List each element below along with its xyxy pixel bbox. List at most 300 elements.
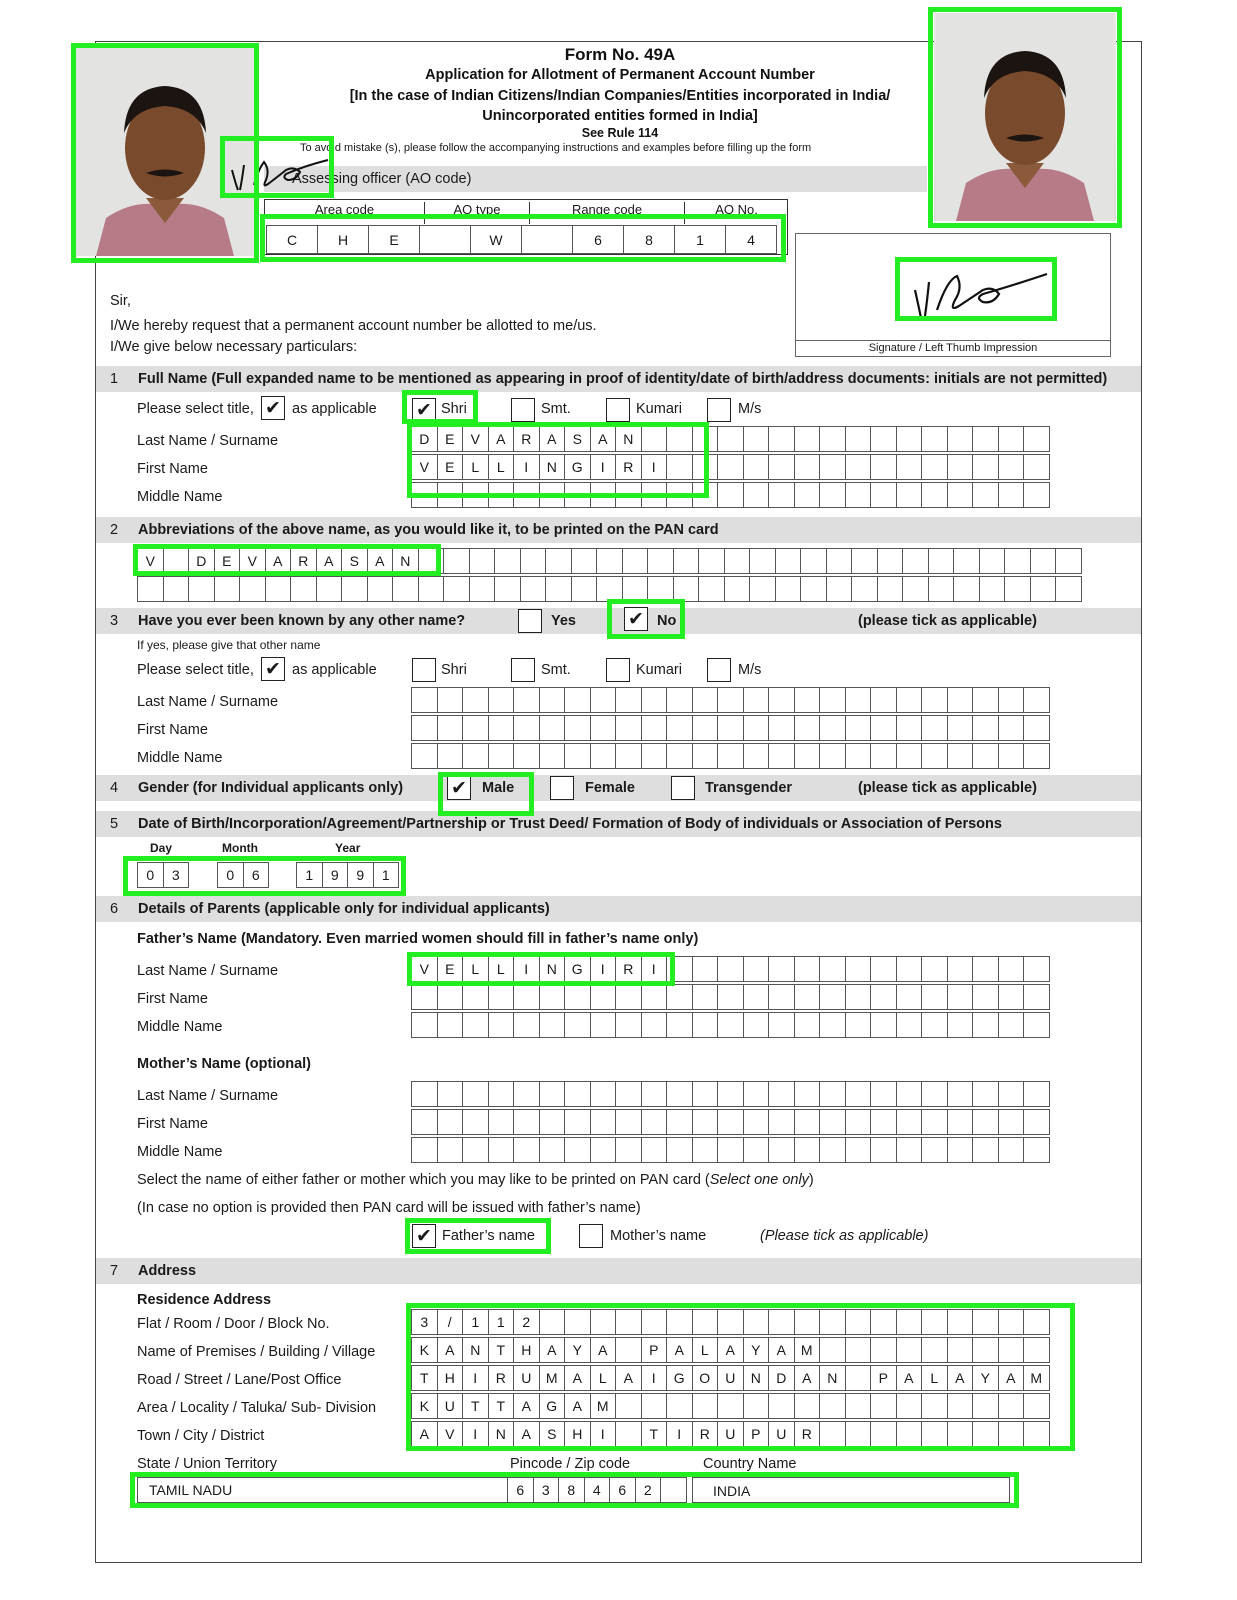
char-cell[interactable]: R	[290, 548, 317, 574]
char-cell[interactable]	[641, 1109, 668, 1135]
char-cell[interactable]	[698, 548, 725, 574]
other-title-kumari-checkbox[interactable]	[606, 658, 630, 682]
char-cell[interactable]	[462, 1081, 489, 1107]
char-cell[interactable]	[1023, 454, 1050, 480]
char-cell[interactable]	[469, 576, 496, 602]
char-cell[interactable]: G	[666, 1365, 693, 1391]
char-cell[interactable]	[717, 454, 744, 480]
char-cell[interactable]	[1023, 715, 1050, 741]
char-cell[interactable]	[845, 482, 872, 508]
char-cell[interactable]: O	[692, 1365, 719, 1391]
char-cell[interactable]: N	[819, 1365, 846, 1391]
char-cell[interactable]: A	[794, 1365, 821, 1391]
char-cell[interactable]	[870, 1137, 897, 1163]
char-cell[interactable]: M	[794, 1337, 821, 1363]
char-cell[interactable]	[163, 576, 190, 602]
char-cell[interactable]	[845, 426, 872, 452]
char-cell[interactable]	[947, 1012, 974, 1038]
char-cell[interactable]	[513, 687, 540, 713]
char-cell[interactable]	[564, 1137, 591, 1163]
char-cell[interactable]: A	[539, 426, 566, 452]
char-cell[interactable]	[717, 687, 744, 713]
char-cell[interactable]	[443, 576, 470, 602]
char-cell[interactable]	[488, 984, 515, 1010]
char-cell[interactable]	[1023, 1012, 1050, 1038]
char-cell[interactable]	[692, 743, 719, 769]
char-cell[interactable]: N	[539, 956, 566, 982]
char-cell[interactable]: H	[564, 1421, 591, 1447]
char-cell[interactable]	[488, 687, 515, 713]
print-mother-checkbox[interactable]	[579, 1224, 603, 1248]
char-cell[interactable]: G	[564, 956, 591, 982]
other-name-yes-checkbox[interactable]	[518, 609, 542, 633]
char-cell[interactable]	[896, 1109, 923, 1135]
char-cell[interactable]: A	[768, 1337, 795, 1363]
char-cell[interactable]	[564, 1012, 591, 1038]
father-first-name-grid[interactable]	[411, 984, 1049, 1010]
char-cell[interactable]: Y	[564, 1337, 591, 1363]
gender-female-checkbox[interactable]	[550, 776, 574, 800]
char-cell[interactable]	[539, 984, 566, 1010]
char-cell[interactable]: A	[265, 548, 292, 574]
char-cell[interactable]	[1030, 576, 1057, 602]
char-cell[interactable]	[520, 548, 547, 574]
char-cell[interactable]	[819, 1109, 846, 1135]
char-cell[interactable]	[972, 426, 999, 452]
ao-cell[interactable]: 4	[725, 225, 777, 254]
char-cell[interactable]: M	[1023, 1365, 1050, 1391]
char-cell[interactable]	[921, 687, 948, 713]
char-cell[interactable]	[972, 1137, 999, 1163]
char-cell[interactable]	[513, 1012, 540, 1038]
title-smt-checkbox[interactable]	[511, 398, 535, 422]
char-cell[interactable]	[1004, 576, 1031, 602]
char-cell[interactable]	[615, 743, 642, 769]
title-shri-checkbox[interactable]: ✔	[412, 398, 436, 422]
char-cell[interactable]	[717, 1012, 744, 1038]
char-cell[interactable]	[998, 454, 1025, 480]
char-cell[interactable]	[870, 426, 897, 452]
char-cell[interactable]	[768, 984, 795, 1010]
char-cell[interactable]: U	[717, 1421, 744, 1447]
char-cell[interactable]	[265, 576, 292, 602]
char-cell[interactable]	[743, 1081, 770, 1107]
char-cell[interactable]	[947, 426, 974, 452]
char-cell[interactable]	[947, 715, 974, 741]
char-cell[interactable]	[972, 1081, 999, 1107]
char-cell[interactable]	[819, 743, 846, 769]
char-cell[interactable]	[870, 687, 897, 713]
char-cell[interactable]	[845, 687, 872, 713]
char-cell[interactable]	[615, 715, 642, 741]
char-cell[interactable]: P	[743, 1421, 770, 1447]
char-cell[interactable]	[666, 984, 693, 1010]
ao-cell[interactable]: W	[470, 225, 522, 254]
char-cell[interactable]: H	[513, 1337, 540, 1363]
char-cell[interactable]	[462, 743, 489, 769]
char-cell[interactable]	[896, 1081, 923, 1107]
char-cell[interactable]: H	[437, 1365, 464, 1391]
char-cell[interactable]	[539, 743, 566, 769]
char-cell[interactable]	[494, 548, 521, 574]
char-cell[interactable]	[545, 576, 572, 602]
char-cell[interactable]: N	[392, 548, 419, 574]
char-cell[interactable]	[947, 454, 974, 480]
char-cell[interactable]	[768, 1137, 795, 1163]
char-cell[interactable]	[615, 1012, 642, 1038]
char-cell[interactable]	[443, 548, 470, 574]
char-cell[interactable]: T	[641, 1421, 668, 1447]
char-cell[interactable]	[998, 1012, 1025, 1038]
char-cell[interactable]: V	[137, 548, 164, 574]
char-cell[interactable]: I	[666, 1421, 693, 1447]
char-cell[interactable]: D	[188, 548, 215, 574]
gender-male-checkbox[interactable]: ✔	[447, 776, 471, 800]
char-cell[interactable]: 6	[609, 1477, 636, 1503]
char-cell[interactable]	[743, 687, 770, 713]
char-cell[interactable]	[717, 1081, 744, 1107]
char-cell[interactable]: A	[367, 548, 394, 574]
char-cell[interactable]	[845, 743, 872, 769]
char-cell[interactable]	[666, 1137, 693, 1163]
char-cell[interactable]	[1030, 548, 1057, 574]
char-cell[interactable]	[724, 548, 751, 574]
char-cell[interactable]	[239, 576, 266, 602]
char-cell[interactable]	[870, 482, 897, 508]
char-cell[interactable]	[921, 984, 948, 1010]
char-cell[interactable]	[666, 1081, 693, 1107]
char-cell[interactable]	[819, 1012, 846, 1038]
char-cell[interactable]	[826, 576, 853, 602]
char-cell[interactable]	[1023, 984, 1050, 1010]
char-cell[interactable]	[539, 1081, 566, 1107]
char-cell[interactable]: A	[513, 1393, 540, 1419]
char-cell[interactable]: I	[462, 1365, 489, 1391]
char-cell[interactable]: T	[488, 1393, 515, 1419]
char-cell[interactable]	[794, 482, 821, 508]
char-cell[interactable]	[590, 1109, 617, 1135]
char-cell[interactable]	[1055, 548, 1082, 574]
mother-first-name-grid[interactable]	[411, 1109, 1049, 1135]
char-cell[interactable]	[902, 548, 929, 574]
char-cell[interactable]: K	[411, 1337, 438, 1363]
char-cell[interactable]	[979, 548, 1006, 574]
char-cell[interactable]	[845, 984, 872, 1010]
char-cell[interactable]	[1023, 956, 1050, 982]
char-cell[interactable]	[896, 426, 923, 452]
char-cell[interactable]	[520, 576, 547, 602]
char-cell[interactable]: A	[615, 1365, 642, 1391]
char-cell[interactable]: 6	[243, 862, 270, 888]
char-cell[interactable]	[877, 548, 904, 574]
char-cell[interactable]: A	[666, 1337, 693, 1363]
char-cell[interactable]	[768, 1081, 795, 1107]
char-cell[interactable]: R	[615, 454, 642, 480]
char-cell[interactable]: 2	[513, 1309, 540, 1335]
char-cell[interactable]	[921, 426, 948, 452]
char-cell[interactable]	[794, 743, 821, 769]
char-cell[interactable]	[972, 743, 999, 769]
char-cell[interactable]	[488, 715, 515, 741]
char-cell[interactable]: V	[411, 454, 438, 480]
char-cell[interactable]	[137, 576, 164, 602]
char-cell[interactable]: L	[590, 1365, 617, 1391]
char-cell[interactable]	[188, 576, 215, 602]
char-cell[interactable]	[998, 984, 1025, 1010]
char-cell[interactable]	[692, 1109, 719, 1135]
char-cell[interactable]	[819, 426, 846, 452]
char-cell[interactable]: D	[411, 426, 438, 452]
char-cell[interactable]	[998, 743, 1025, 769]
char-cell[interactable]: R	[794, 1421, 821, 1447]
char-cell[interactable]	[768, 1109, 795, 1135]
char-cell[interactable]	[590, 715, 617, 741]
ao-cell[interactable]: 1	[674, 225, 726, 254]
char-cell[interactable]	[488, 743, 515, 769]
char-cell[interactable]: 1	[373, 862, 400, 888]
char-cell[interactable]	[418, 576, 445, 602]
char-cell[interactable]	[794, 1137, 821, 1163]
char-cell[interactable]	[437, 687, 464, 713]
char-cell[interactable]	[316, 576, 343, 602]
char-cell[interactable]	[488, 1109, 515, 1135]
char-cell[interactable]	[590, 687, 617, 713]
char-cell[interactable]	[794, 956, 821, 982]
char-cell[interactable]	[998, 715, 1025, 741]
char-cell[interactable]	[596, 548, 623, 574]
char-cell[interactable]	[590, 1012, 617, 1038]
char-cell[interactable]: N	[462, 1337, 489, 1363]
char-cell[interactable]	[972, 1109, 999, 1135]
char-cell[interactable]	[717, 984, 744, 1010]
char-cell[interactable]	[692, 984, 719, 1010]
char-cell[interactable]	[488, 1012, 515, 1038]
char-cell[interactable]	[768, 715, 795, 741]
char-cell[interactable]	[845, 1137, 872, 1163]
char-cell[interactable]: P	[641, 1337, 668, 1363]
char-cell[interactable]	[794, 1109, 821, 1135]
char-cell[interactable]: A	[539, 1337, 566, 1363]
char-cell[interactable]	[819, 454, 846, 480]
char-cell[interactable]	[743, 715, 770, 741]
char-cell[interactable]: I	[641, 956, 668, 982]
char-cell[interactable]	[564, 687, 591, 713]
char-cell[interactable]: 3	[163, 862, 190, 888]
other-title-shri-checkbox[interactable]	[412, 658, 436, 682]
gender-transgender-checkbox[interactable]	[671, 776, 695, 800]
char-cell[interactable]	[692, 1081, 719, 1107]
char-cell[interactable]: A	[411, 1421, 438, 1447]
char-cell[interactable]	[928, 548, 955, 574]
char-cell[interactable]: N	[615, 426, 642, 452]
char-cell[interactable]	[877, 576, 904, 602]
char-cell[interactable]: V	[437, 1421, 464, 1447]
char-cell[interactable]	[411, 1137, 438, 1163]
char-cell[interactable]	[717, 743, 744, 769]
char-cell[interactable]	[488, 1137, 515, 1163]
char-cell[interactable]	[622, 548, 649, 574]
char-cell[interactable]	[972, 984, 999, 1010]
char-cell[interactable]	[743, 956, 770, 982]
char-cell[interactable]	[998, 1081, 1025, 1107]
char-cell[interactable]	[564, 1081, 591, 1107]
char-cell[interactable]	[392, 576, 419, 602]
char-cell[interactable]	[794, 1012, 821, 1038]
char-cell[interactable]	[743, 1137, 770, 1163]
char-cell[interactable]: A	[998, 1365, 1025, 1391]
char-cell[interactable]: A	[316, 548, 343, 574]
char-cell[interactable]	[998, 956, 1025, 982]
char-cell[interactable]: L	[692, 1337, 719, 1363]
char-cell[interactable]	[513, 1081, 540, 1107]
char-cell[interactable]: E	[437, 454, 464, 480]
char-cell[interactable]: G	[564, 454, 591, 480]
char-cell[interactable]	[775, 576, 802, 602]
char-cell[interactable]: E	[437, 956, 464, 982]
char-cell[interactable]	[615, 984, 642, 1010]
char-cell[interactable]	[972, 687, 999, 713]
char-cell[interactable]	[800, 548, 827, 574]
char-cell[interactable]	[692, 956, 719, 982]
char-cell[interactable]	[743, 743, 770, 769]
char-cell[interactable]	[437, 1012, 464, 1038]
char-cell[interactable]	[870, 743, 897, 769]
char-cell[interactable]	[947, 1137, 974, 1163]
char-cell[interactable]	[411, 743, 438, 769]
char-cell[interactable]: A	[437, 1337, 464, 1363]
char-cell[interactable]	[692, 1012, 719, 1038]
char-cell[interactable]	[513, 1137, 540, 1163]
char-cell[interactable]: S	[341, 548, 368, 574]
char-cell[interactable]	[641, 1012, 668, 1038]
char-cell[interactable]	[571, 548, 598, 574]
char-cell[interactable]	[870, 1012, 897, 1038]
char-cell[interactable]	[845, 1012, 872, 1038]
char-cell[interactable]	[494, 576, 521, 602]
char-cell[interactable]	[921, 1081, 948, 1107]
ao-cell[interactable]: C	[266, 225, 318, 254]
char-cell[interactable]	[1055, 576, 1082, 602]
title-kumari-checkbox[interactable]	[606, 398, 630, 422]
char-cell[interactable]	[845, 1109, 872, 1135]
char-cell[interactable]: M	[590, 1393, 617, 1419]
char-cell[interactable]: I	[590, 1421, 617, 1447]
char-cell[interactable]: A	[564, 1365, 591, 1391]
char-cell[interactable]	[972, 482, 999, 508]
char-cell[interactable]: N	[488, 1421, 515, 1447]
char-cell[interactable]	[437, 743, 464, 769]
char-cell[interactable]	[819, 1081, 846, 1107]
mother-middle-name-grid[interactable]	[411, 1137, 1049, 1163]
char-cell[interactable]	[666, 1012, 693, 1038]
title-ms-checkbox[interactable]	[707, 398, 731, 422]
char-cell[interactable]: /	[437, 1309, 464, 1335]
char-cell[interactable]: 0	[217, 862, 244, 888]
char-cell[interactable]	[998, 1137, 1025, 1163]
char-cell[interactable]	[998, 1109, 1025, 1135]
char-cell[interactable]: U	[437, 1393, 464, 1419]
char-cell[interactable]	[896, 956, 923, 982]
char-cell[interactable]	[411, 1081, 438, 1107]
char-cell[interactable]	[564, 1109, 591, 1135]
char-cell[interactable]: L	[921, 1365, 948, 1391]
char-cell[interactable]: Y	[743, 1337, 770, 1363]
char-cell[interactable]	[819, 984, 846, 1010]
char-cell[interactable]: I	[513, 956, 540, 982]
char-cell[interactable]: I	[462, 1421, 489, 1447]
char-cell[interactable]: A	[717, 1337, 744, 1363]
char-cell[interactable]	[743, 482, 770, 508]
char-cell[interactable]	[1023, 482, 1050, 508]
char-cell[interactable]	[851, 576, 878, 602]
char-cell[interactable]	[717, 426, 744, 452]
char-cell[interactable]: R	[692, 1421, 719, 1447]
char-cell[interactable]	[513, 743, 540, 769]
char-cell[interactable]	[1004, 548, 1031, 574]
char-cell[interactable]: 1	[488, 1309, 515, 1335]
char-cell[interactable]: G	[539, 1393, 566, 1419]
char-cell[interactable]: R	[488, 1365, 515, 1391]
char-cell[interactable]	[921, 1109, 948, 1135]
char-cell[interactable]	[673, 548, 700, 574]
char-cell[interactable]	[488, 1081, 515, 1107]
char-cell[interactable]	[768, 956, 795, 982]
char-cell[interactable]	[870, 715, 897, 741]
char-cell[interactable]: A	[947, 1365, 974, 1391]
char-cell[interactable]	[845, 715, 872, 741]
char-cell[interactable]: E	[214, 548, 241, 574]
char-cell[interactable]	[972, 1012, 999, 1038]
other-first-name-grid[interactable]	[411, 715, 1049, 741]
char-cell[interactable]	[1023, 743, 1050, 769]
char-cell[interactable]	[641, 715, 668, 741]
char-cell[interactable]: I	[513, 454, 540, 480]
char-cell[interactable]	[437, 1137, 464, 1163]
char-cell[interactable]	[513, 715, 540, 741]
char-cell[interactable]	[462, 1012, 489, 1038]
char-cell[interactable]	[768, 743, 795, 769]
char-cell[interactable]	[947, 482, 974, 508]
char-cell[interactable]	[564, 743, 591, 769]
char-cell[interactable]: Y	[972, 1365, 999, 1391]
char-cell[interactable]	[896, 687, 923, 713]
char-cell[interactable]: R	[513, 426, 540, 452]
mother-last-name-grid[interactable]	[411, 1081, 1049, 1107]
char-cell[interactable]	[539, 715, 566, 741]
char-cell[interactable]	[845, 956, 872, 982]
char-cell[interactable]	[870, 1081, 897, 1107]
char-cell[interactable]	[749, 576, 776, 602]
char-cell[interactable]	[571, 576, 598, 602]
char-cell[interactable]: D	[768, 1365, 795, 1391]
char-cell[interactable]	[972, 956, 999, 982]
char-cell[interactable]	[437, 1081, 464, 1107]
char-cell[interactable]: 8	[558, 1477, 585, 1503]
char-cell[interactable]: K	[411, 1393, 438, 1419]
char-cell[interactable]	[641, 687, 668, 713]
print-father-checkbox[interactable]: ✔	[412, 1224, 436, 1248]
char-cell[interactable]	[590, 984, 617, 1010]
char-cell[interactable]	[1023, 426, 1050, 452]
char-cell[interactable]: A	[590, 426, 617, 452]
char-cell[interactable]: R	[615, 956, 642, 982]
char-cell[interactable]: 6	[507, 1477, 534, 1503]
char-cell[interactable]	[896, 743, 923, 769]
char-cell[interactable]	[896, 984, 923, 1010]
char-cell[interactable]	[641, 1137, 668, 1163]
char-cell[interactable]	[947, 1081, 974, 1107]
other-title-smt-checkbox[interactable]	[511, 658, 535, 682]
